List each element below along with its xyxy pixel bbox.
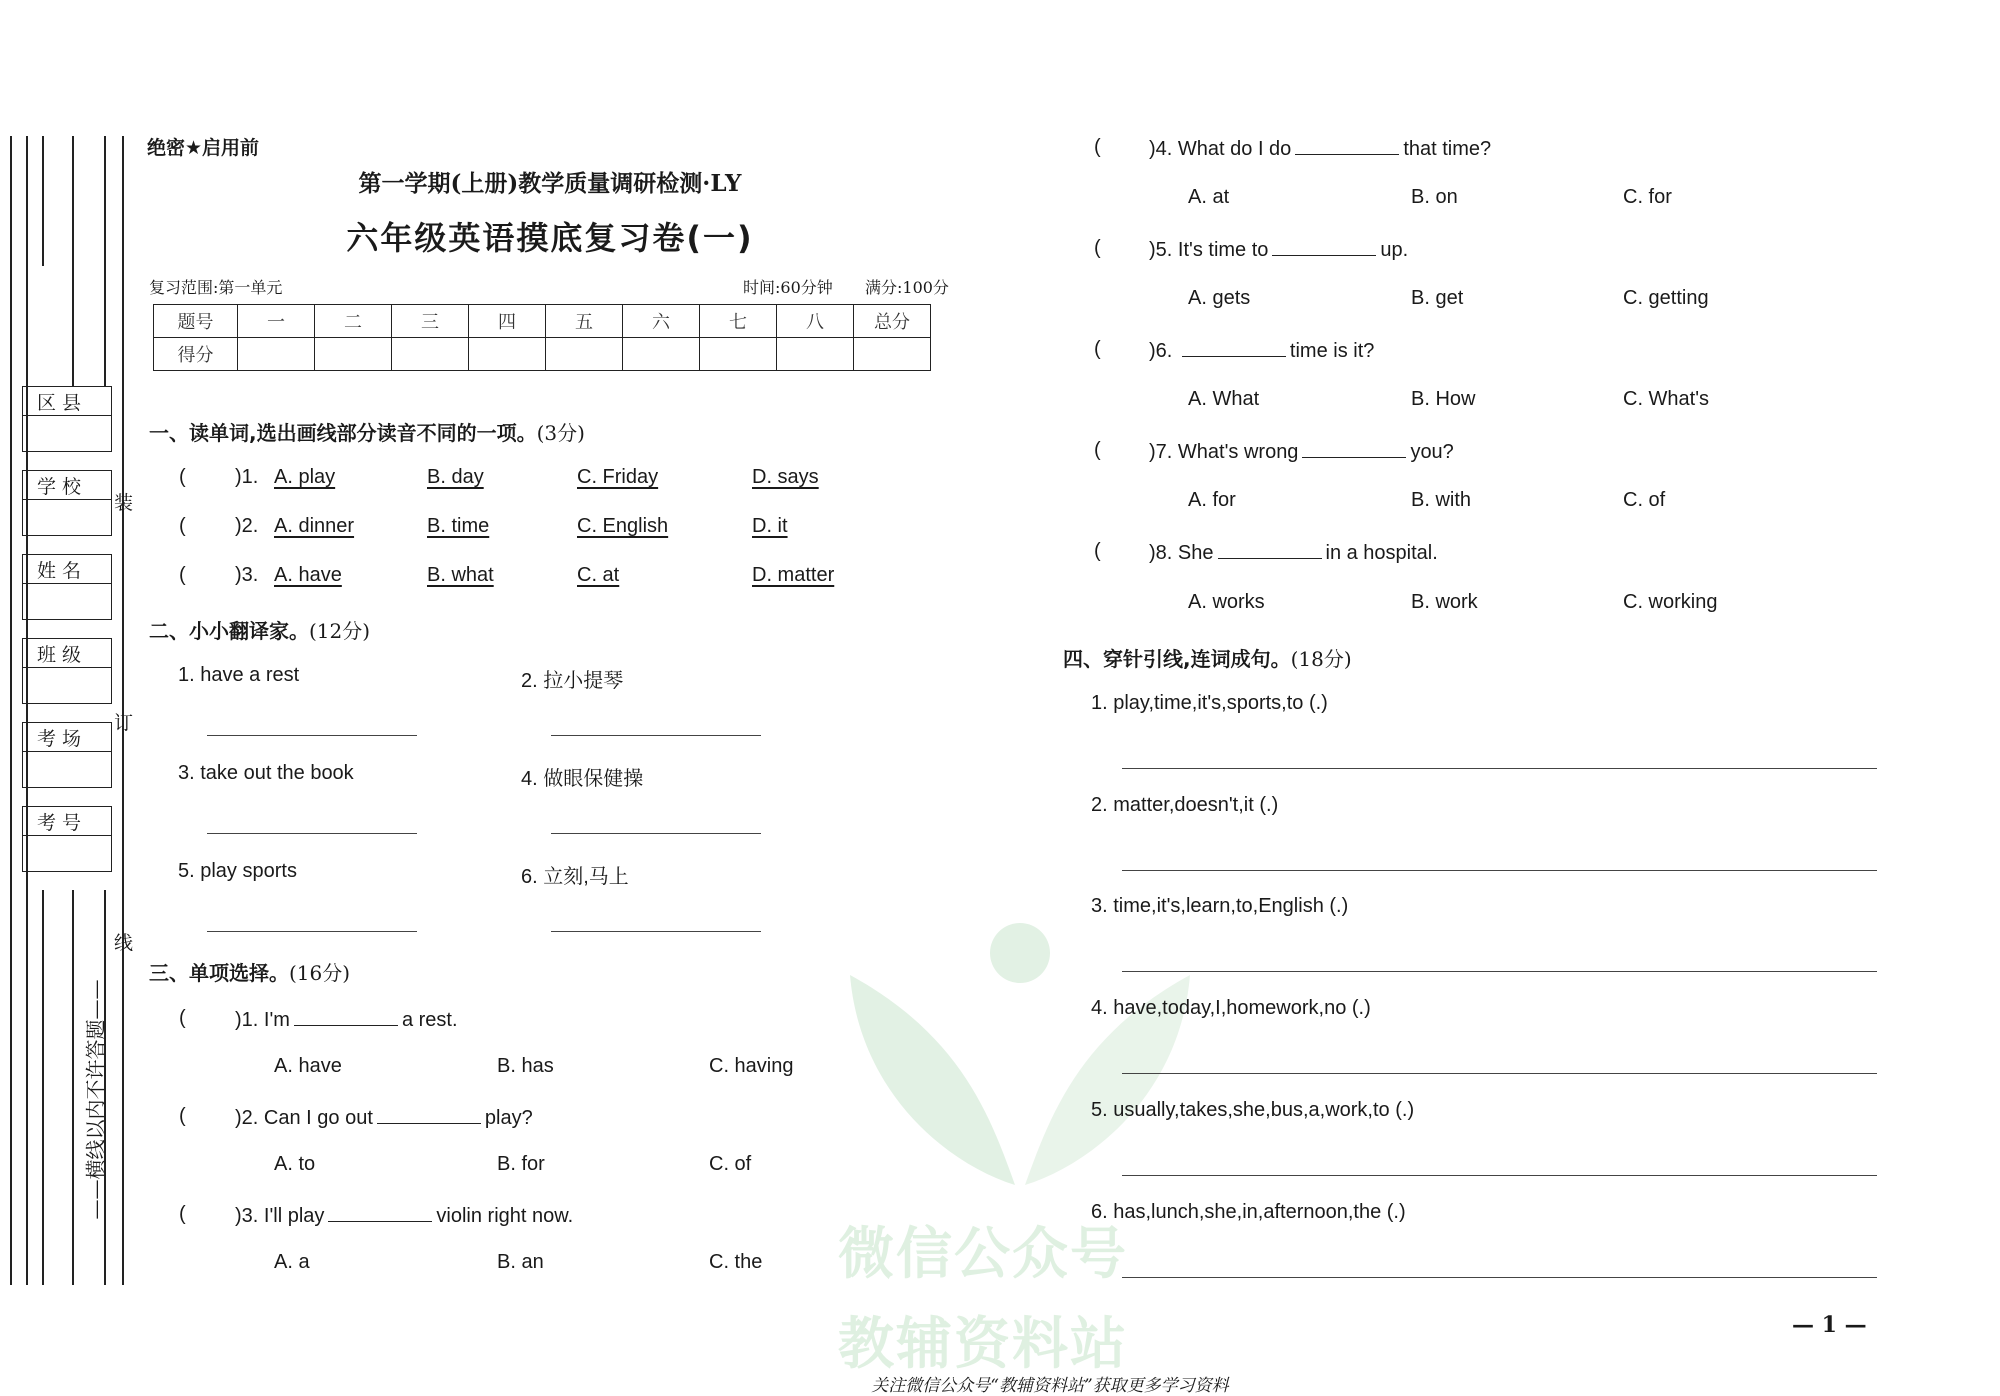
option[interactable]: B. for [497,1153,545,1175]
question-number: )4. [1149,138,1173,160]
section-title-text: 二、小小翻译家。 [149,619,309,643]
exam-number-field[interactable] [22,806,112,872]
field-label: 考 号 [37,811,82,834]
fill-blank[interactable] [328,1203,432,1222]
score-cell[interactable] [777,338,854,371]
question-number: )1. [235,1009,259,1031]
binding-line [72,136,74,386]
answer-paren[interactable]: ( [1094,136,1101,158]
option[interactable]: A. dinner [274,515,355,537]
section-1-title [149,417,585,446]
answer-line[interactable] [551,833,761,834]
score-header-cell: 总分 [854,305,931,338]
answer-line[interactable] [1122,971,1877,972]
score-header-cell: 二 [315,305,392,338]
option[interactable]: B. get [1411,287,1464,309]
sentence-item: 3. time,it's,learn,to,English (.) [1091,895,1349,917]
field-label: 区 县 [37,391,82,414]
binding-line [72,890,74,1285]
translation-item: 4. 做眼保健操 [521,768,644,790]
score-header-cell: 五 [546,305,623,338]
option[interactable]: D. matter [752,564,835,586]
fill-blank[interactable] [1295,136,1399,155]
answer-paren[interactable]: ( [179,515,186,537]
option[interactable]: B. an [497,1251,544,1273]
section-3-title [149,957,350,986]
option[interactable]: C. getting [1623,287,1709,309]
question-text: I'll play [263,1205,325,1227]
binding-line [104,136,106,386]
question-number: )3. [235,564,259,586]
fill-blank[interactable] [294,1007,398,1026]
answer-paren[interactable]: ( [1094,237,1101,259]
option[interactable]: C. English [577,515,669,537]
question-text: What do I do [1177,138,1292,160]
district-field[interactable] [22,386,112,452]
option[interactable]: B. How [1411,388,1476,410]
option[interactable]: C. working [1623,591,1718,613]
section-title-text: 三、单项选择。 [149,961,289,985]
option[interactable]: B. has [497,1055,554,1077]
option[interactable]: A. a [274,1251,310,1273]
watermark-text: 微信公众号 [838,1222,1128,1287]
question-text: a rest. [401,1009,458,1031]
score-cell[interactable] [238,338,315,371]
watermark-logo-icon [840,915,1200,1205]
question-text: up. [1380,239,1409,261]
translation-item: 1. have a rest [178,664,300,686]
option[interactable]: C. at [577,564,620,586]
option[interactable]: A. at [1188,186,1230,208]
option[interactable]: A. have [274,1055,342,1077]
score-header-cell: 四 [469,305,546,338]
score-cell[interactable] [854,338,931,371]
footer-note: 关注微信公众号“教辅资料站”获取更多学习资料 [871,1376,1229,1396]
question-number: )6. [1149,340,1173,362]
score-header-cell: 题号 [154,305,238,338]
score-cell[interactable] [392,338,469,371]
option[interactable]: D. says [752,466,819,488]
option[interactable]: B. time [427,515,490,537]
question-text: violin right now. [436,1205,574,1227]
question-number: )1. [235,466,259,488]
answer-paren[interactable]: ( [1094,540,1101,562]
exam-room-field[interactable] [22,722,112,788]
option[interactable]: C. Friday [577,466,659,488]
answer-paren[interactable]: ( [179,564,186,586]
exam-subtitle: 第一学期(上册)教学质量调研检测·LY [358,170,742,197]
name-field[interactable] [22,554,112,620]
question-number: )2. [235,1107,259,1129]
translation-item: 5. play sports [178,860,297,882]
question-stem [235,1105,533,1130]
fill-blank[interactable] [1182,338,1286,357]
option[interactable]: A. What [1188,388,1260,410]
question-text: I'm [263,1009,290,1031]
option[interactable]: A. gets [1188,287,1251,309]
binding-char: 装 [114,492,134,514]
score-table [153,304,931,371]
question-text: What's wrong [1177,441,1299,463]
binding-line [42,136,44,266]
answer-line[interactable] [551,931,761,932]
score-header-cell: 三 [392,305,469,338]
binding-line [10,136,12,1285]
sentence-item: 2. matter,doesn't,it (.) [1091,794,1279,816]
section-points: (16分) [289,961,351,985]
translation-item: 3. take out the book [178,762,354,784]
option[interactable]: A. to [274,1153,316,1175]
translation-item: 6. 立刻,马上 [521,866,629,888]
answer-line[interactable] [1122,870,1877,871]
score-cell[interactable] [700,338,777,371]
question-stem [1149,439,1454,464]
binding-line [26,136,28,1285]
answer-paren[interactable]: ( [179,1105,186,1127]
binding-char: 订 [114,712,134,734]
question-text: play? [484,1107,533,1129]
answer-line[interactable] [1122,1073,1877,1074]
question-number: )2. [235,515,259,537]
question-text: in a hospital. [1325,542,1438,564]
school-field[interactable] [22,470,112,536]
question-text: She [1177,542,1214,564]
fill-blank[interactable] [1302,439,1406,458]
question-stem [1149,540,1438,565]
binding-char: 线 [114,932,134,954]
binding-line [42,890,44,1285]
sentence-item: 6. has,lunch,she,in,afternoon,the (.) [1091,1201,1406,1223]
full-score: 满分:100分 [865,278,949,297]
option[interactable]: A. have [274,564,342,586]
binding-notice: ——横线以内不许答题—— [83,979,108,1220]
section-points: (12分) [309,619,371,643]
sentence-item: 5. usually,takes,she,bus,a,work,to (.) [1091,1099,1415,1121]
answer-line[interactable] [1122,1277,1877,1278]
option[interactable]: B. work [1411,591,1478,613]
class-field[interactable] [22,638,112,704]
answer-paren[interactable]: ( [179,466,186,488]
question-number: )5. [1149,239,1173,261]
field-label: 姓 名 [37,559,82,582]
translation-item: 2. 拉小提琴 [521,670,624,692]
question-stem [1149,237,1408,262]
question-text: that time? [1403,138,1492,160]
option[interactable]: C. for [1623,186,1672,208]
score-cell[interactable] [469,338,546,371]
confidential-label: 绝密★启用前 [147,137,260,159]
section-title-text: 一、读单词,选出画线部分读音不同的一项。 [149,421,537,445]
option[interactable]: C. the [709,1251,763,1273]
score-cell[interactable] [546,338,623,371]
option[interactable]: C. What's [1623,388,1710,410]
section-title-text: 四、穿针引线,连词成句。 [1063,647,1291,671]
section-4-title [1063,643,1352,672]
fill-blank[interactable] [377,1105,481,1124]
question-stem [235,1007,458,1032]
score-cell[interactable] [315,338,392,371]
fill-blank[interactable] [1218,540,1322,559]
option[interactable]: D. it [752,515,788,537]
option[interactable]: B. with [1411,489,1472,511]
sentence-item: 1. play,time,it's,sports,to (.) [1091,692,1328,714]
score-header-cell: 八 [777,305,854,338]
field-label: 班 级 [37,643,82,666]
option[interactable]: A. play [274,466,336,488]
section-points: (3分) [536,421,585,445]
watermark-text: 教辅资料站 [838,1312,1128,1377]
answer-paren[interactable]: ( [1094,338,1101,360]
answer-line[interactable] [1122,1175,1877,1176]
option[interactable]: B. what [427,564,494,586]
question-text: Can I go out [263,1107,373,1129]
option[interactable]: B. on [1411,186,1458,208]
field-label: 考 场 [37,727,82,750]
question-stem [235,1203,573,1228]
answer-line[interactable] [207,735,417,736]
option[interactable]: C. having [709,1055,794,1077]
question-stem [1149,136,1491,161]
answer-paren[interactable]: ( [179,1203,186,1225]
question-number: )7. [1149,441,1173,463]
answer-paren[interactable]: ( [1094,439,1101,461]
score-row-label: 得分 [154,338,238,371]
page-number: — 1 — [1792,1312,1867,1338]
option[interactable]: A. for [1188,489,1236,511]
answer-line[interactable] [551,735,761,736]
question-text: time is it? [1289,340,1375,362]
score-header-cell: 七 [700,305,777,338]
answer-line[interactable] [207,931,417,932]
option[interactable]: C. of [1623,489,1666,511]
question-number: )8. [1149,542,1173,564]
score-header-cell: 六 [623,305,700,338]
option[interactable]: B. day [427,466,484,488]
question-text: It's time to [1177,239,1269,261]
fill-blank[interactable] [1272,237,1376,256]
score-header-cell: 一 [238,305,315,338]
answer-paren[interactable]: ( [179,1007,186,1029]
page-title: 六年级英语摸底复习卷(一) [346,219,754,257]
question-number: )3. [235,1205,259,1227]
field-label: 学 校 [37,475,82,498]
score-cell[interactable] [623,338,700,371]
option[interactable]: C. of [709,1153,752,1175]
section-points: (18分) [1290,647,1352,671]
question-text: you? [1410,441,1454,463]
exam-time: 时间:60分钟 [743,278,833,297]
answer-line[interactable] [207,833,417,834]
section-2-title [149,615,370,644]
review-scope: 复习范围:第一单元 [149,278,283,297]
option[interactable]: A. works [1188,591,1265,613]
answer-line[interactable] [1122,768,1877,769]
sentence-item: 4. have,today,I,homework,no (.) [1091,997,1371,1019]
question-stem [1149,338,1374,363]
